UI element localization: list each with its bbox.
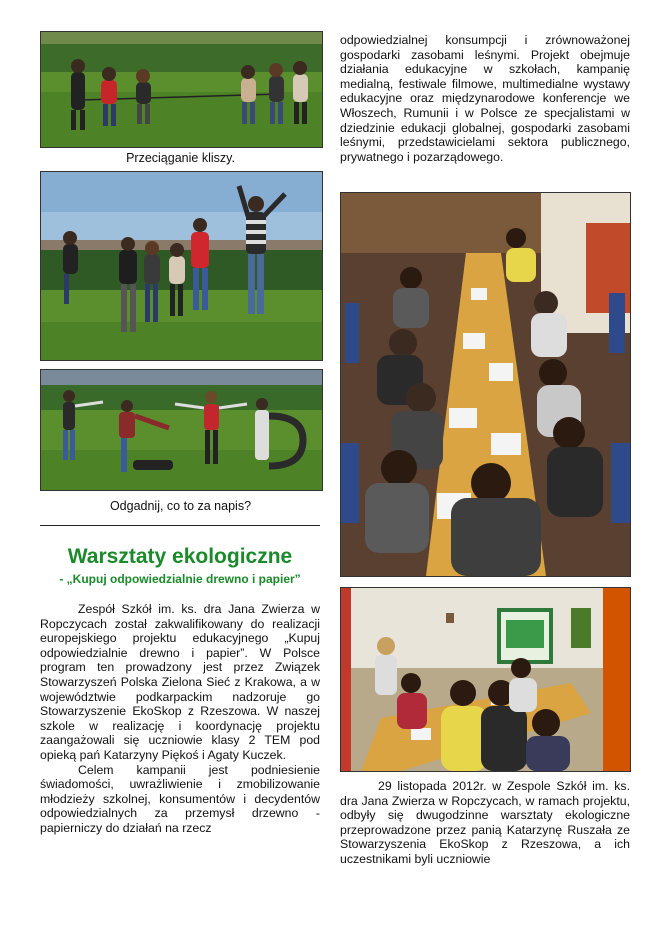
caption-tug-of-war: Przeciąganie kliszy.: [126, 151, 235, 165]
right-column-text-bottom: [340, 779, 630, 867]
paragraph-goal-continued: odpowiedzialnej konsumpcji i zrównoważonej gospodarki zasobami leśnymi. Projekt obejmuje działania edukacyjne w szkołach, kampanię medialną, festiwale filmowe, multimedialne wystawy edukacyjne oraz międzynarodowe konferencje we Włoszech, Rumunii i w Polsce ze specjalistami w dziedzinie edukacji globalnej, gospodarki zasobami leśnymi, przedstawicielami sektora publicznego, prywatnego i pozarządowego.: [340, 33, 630, 164]
photo-human-letters: [40, 369, 323, 491]
caption-human-letters: Odgadnij, co to za napis?: [109, 499, 252, 513]
article-subtitle: - „Kupuj odpowiedzialnie drewno i papier”: [59, 572, 301, 586]
photo-tug-of-war: [40, 31, 323, 148]
photo-presentation-classroom: [340, 587, 631, 772]
paragraph-goal: Celem kampanii jest podniesienie świadomości, uwrażliwienie i zmobilizowanie młodzieży szkolnej, konsumentów i decydentów odpowiedzialnych za przemysł drzewno - papierniczy do działań na rzecz: [40, 762, 320, 835]
left-column-text: [40, 602, 320, 836]
right-column-text-top: [340, 33, 630, 164]
photo-jumping-group: [40, 171, 323, 361]
article-title: Warsztaty ekologiczne: [67, 545, 293, 568]
paragraph-intro: Zespół Szkół im. ks. dra Jana Zwierza w Ropczycach został zakwalifikowany do realizacji europejskiego projektu edukacyjnego „Kupuj odpowiedzialnie drewno i papier”. W Polsce program ten prowadzony jest przez Związek Stowarzyszeń Polska Zielona Sieć z Krakowa, a w województwie podkarpackim nadzoruje go Stowarzyszenie EkoSkop z Rzeszowa. W naszej szkole w realizację i koordynację projektu zaangażowali się uczniowie klasy 2 TEM pod opieką pań Katarzyny Piękoś i Agaty Kuczek.: [40, 602, 320, 762]
paragraph-workshop: 29 listopada 2012r. w Zespole Szkół im. ks. dra Jana Zwierza w Ropczycach, w ramach projektu, odbyły się dwugodzinne warsztaty ekologiczne przeprowadzone przez panią Katarzynę Ruszała ze Stowarzyszenia EkoSkop z Rzeszowa, a ich uczestnikami byli uczniowie: [340, 779, 630, 866]
photo-workshop-table: [340, 192, 631, 577]
divider: [40, 525, 320, 526]
